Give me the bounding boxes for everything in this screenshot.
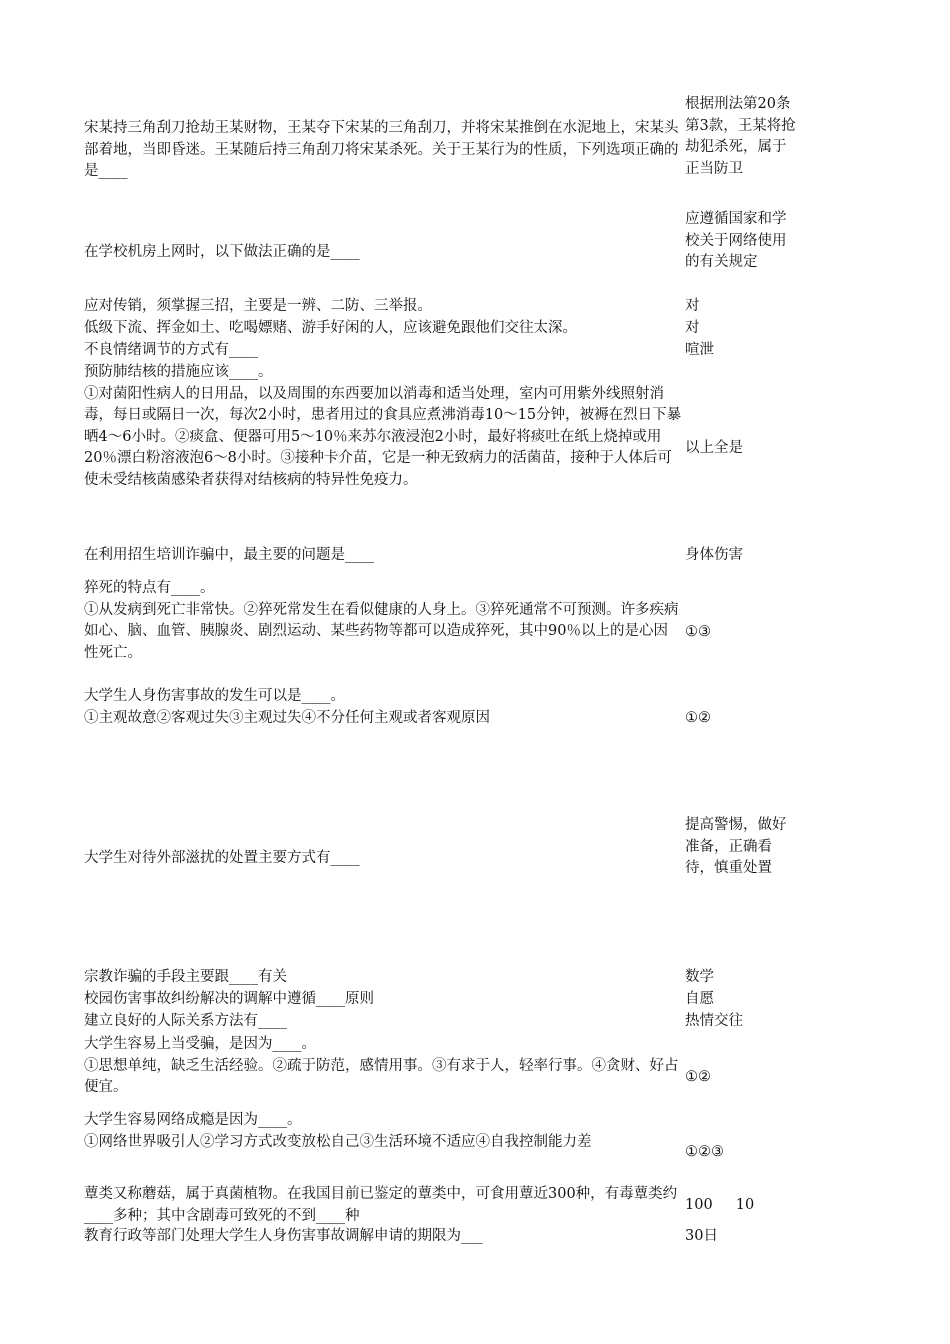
answer-text: 提高警惕，做好准备，正确看待，慎重处置 [685, 817, 787, 876]
question-text: 不良情绪调节的方式有____ [84, 342, 258, 358]
answer-text: 以上全是 [685, 440, 743, 456]
answer-text: ①② [685, 1069, 711, 1085]
question-text: 蕈类又称蘑菇，属于真菌植物。在我国目前已鉴定的蕈类中，可食用蕈近300种，有毒蕈类约____多种；其中含剧毒可致死的不到____种 [84, 1186, 678, 1224]
question-text: 校园伤害事故纠纷解决的调解中遵循____原则 [84, 991, 374, 1007]
question-text: 在学校机房上网时，以下做法正确的是____ [84, 244, 360, 260]
question-text: 猝死的特点有____。 ①从发病到死亡非常快。②猝死常发生在看似健康的人身上。③猝死通常不可预测。许多疾病如心、脑、血管、胰腺炎、剧烈运动、某些药物等都可以造成猝死，其中90％以上的是心因性死亡。 [84, 580, 679, 661]
question-text: 宗教诈骗的手段主要跟____有关 [84, 969, 287, 985]
question-text: 预防肺结核的措施应该____。 ①对菌阳性病人的日用品，以及周围的东西要加以消毒和适当处理，室内可用紫外线照射消毒，每日或隔日一次，每次2小时，患者用过的食具应煮沸消毒10～15分钟，被褥在烈日下暴晒4～6小时。②痰盒、便器可用5～10％来苏尔液浸泡2小时，最好将痰吐在纸上烧掉或用20％漂白粉溶液泡6～8小时。③接种卡介苗，它是一种无致病力的活菌苗，接种于人体后可使未受结核菌感染者获得对结核病的特异性免疫力。 [84, 364, 682, 488]
question-text: 大学生容易网络成瘾是因为____。 ①网络世界吸引人②学习方式改变放松自己③生活环境不适应④自我控制能力差 [84, 1112, 592, 1150]
answer-text: ①③ [685, 624, 711, 640]
answer-text: 数学 [685, 969, 714, 985]
answer-text: 对 [685, 320, 700, 336]
question-text: 大学生对待外部滋扰的处置主要方式有____ [84, 850, 360, 866]
question-text: 建立良好的人际关系方法有____ [84, 1013, 287, 1029]
answer-text: 热情交往 [685, 1013, 743, 1029]
question-text: 应对传销，须掌握三招，主要是一辨、二防、三举报。 [84, 298, 432, 314]
answer-text: 根据刑法第20条第3款，王某将抢劫犯杀死，属于正当防卫 [685, 96, 796, 177]
answer-text: 30日 [685, 1228, 718, 1244]
question-text: 低级下流、挥金如土、吃喝嫖赌、游手好闲的人，应该避免跟他们交往太深。 [84, 320, 577, 336]
answer-text: ①②③ [685, 1144, 724, 1160]
question-text: 教育行政等部门处理大学生人身伤害事故调解申请的期限为___ [84, 1228, 483, 1244]
answer-text: 100 10 [685, 1197, 755, 1213]
question-text: 宋某持三角刮刀抢劫王某财物，王某夺下宋某的三角刮刀，并将宋某推倒在水泥地上，宋某头部着地，当即昏迷。王某随后持三角刮刀将宋某杀死。关于王某行为的性质，下列选项正确的是____ [84, 120, 679, 179]
answer-text: 身体伤害 [685, 547, 743, 563]
question-text: 大学生人身伤害事故的发生可以是____。 ①主观故意②客观过失③主观过失④不分任何主观或者客观原因 [84, 688, 490, 726]
answer-text: ①② [685, 710, 711, 726]
question-text: 大学生容易上当受骗，是因为____。 ①思想单纯，缺乏生活经验。②疏于防范，感情用事。③有求于人，轻率行事。④贪财、好占便宜。 [84, 1036, 679, 1095]
answer-text: 对 [685, 298, 700, 314]
answer-text: 自愿 [685, 991, 714, 1007]
answer-text: 喧泄 [685, 342, 714, 358]
answer-text: 应遵循国家和学校关于网络使用的有关规定 [685, 211, 787, 270]
question-text: 在利用招生培训诈骗中，最主要的问题是____ [84, 547, 374, 563]
